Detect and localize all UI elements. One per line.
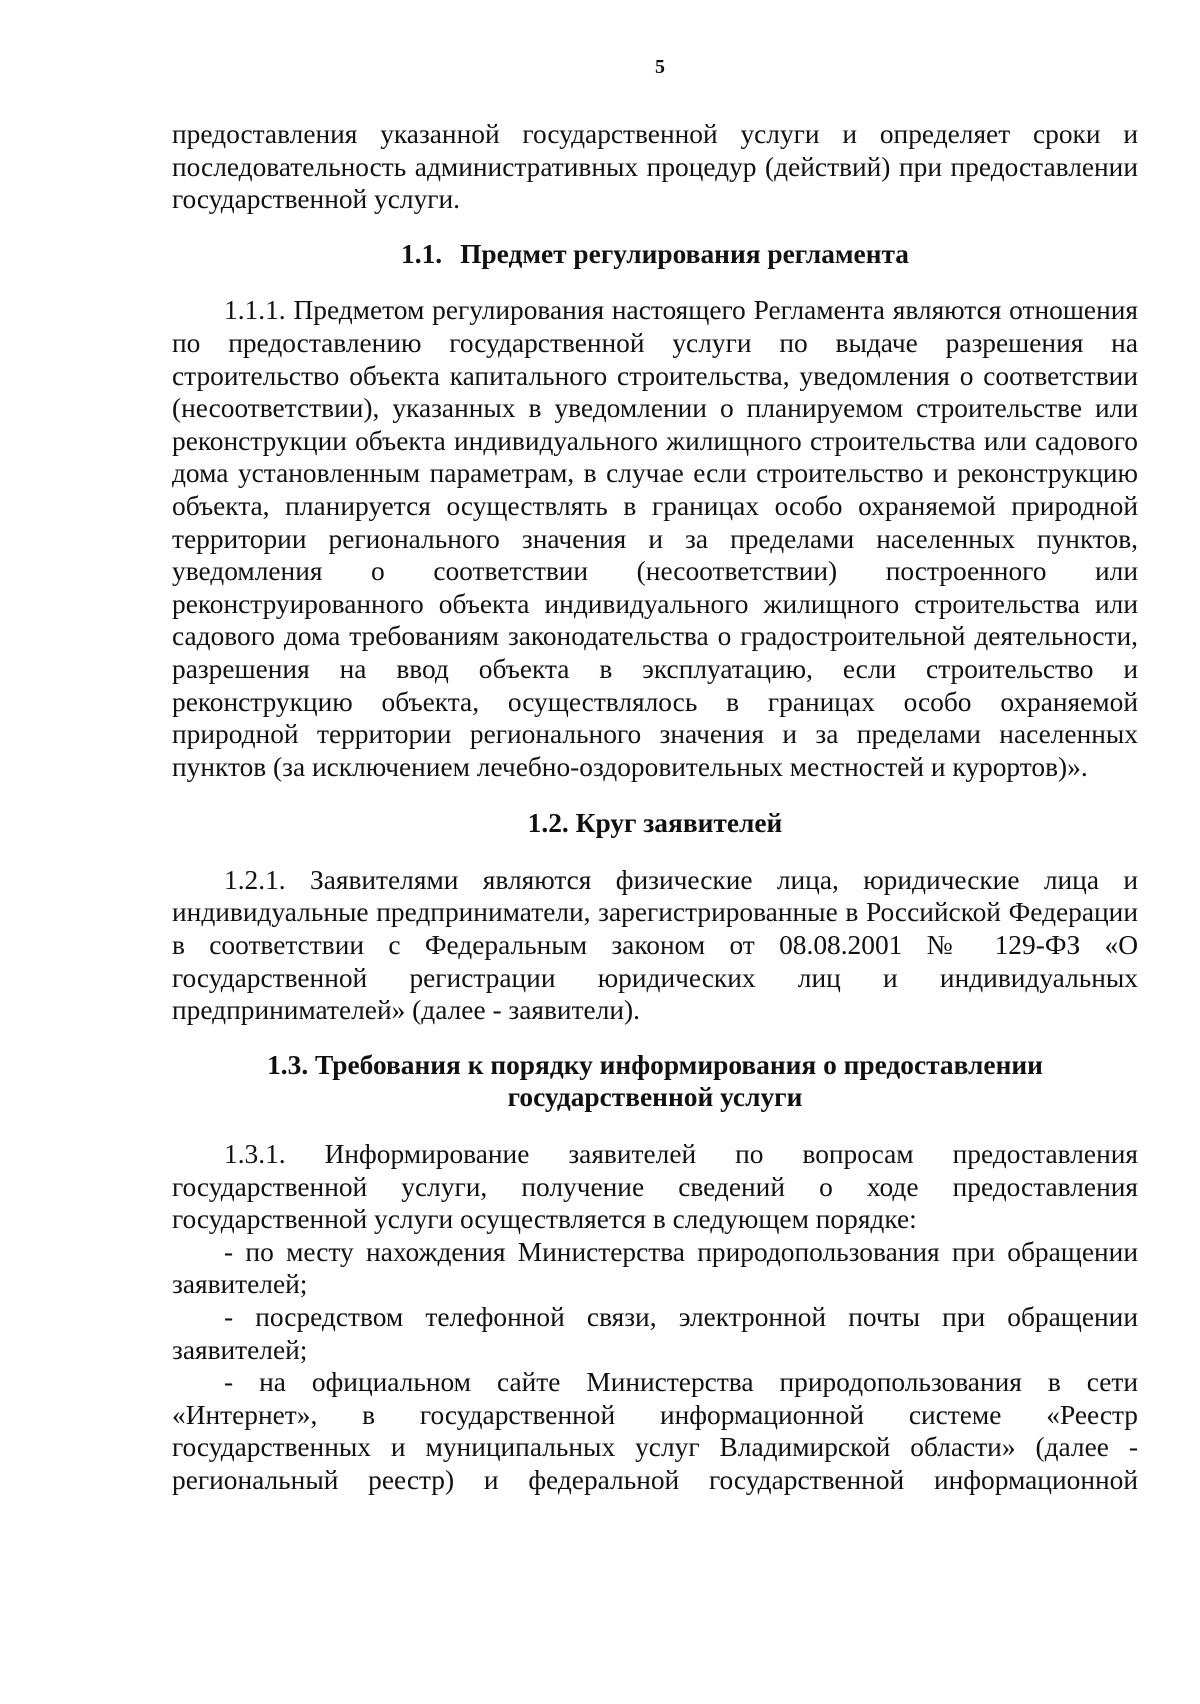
- list-item: - посредством телефонной связи, электронной почты при обращении заявителей;: [172, 1302, 1138, 1365]
- page-number: 5: [655, 56, 665, 78]
- intro-paragraph: предоставления указанной государственной услуги и определяет сроки и последовательность административных процедур (действий) при предоставлении государственной услуги.: [172, 119, 1138, 215]
- section-title: Предмет регулирования регламента: [460, 238, 909, 269]
- section-heading-1-1: [172, 238, 1138, 271]
- info-methods-list: [172, 1236, 1138, 1497]
- paragraph-1-3-1: 1.3.1. Информирование заявителей по вопросам предоставления государственной услуги, получение сведений о ходе предоставления государственной услуги осуществляется в следующем порядке:: [172, 1139, 1138, 1235]
- section-title-line-2: государственной услуги: [507, 1082, 803, 1113]
- section-heading-1-3: [172, 1049, 1138, 1114]
- paragraph-1-2-1: 1.2.1. Заявителями являются физические лица, юридические лица и индивидуальные предприниматели, зарегистрированные в Российской Федерации в соответствии с Федеральным законом от 08.08.2001 № 129-ФЗ «О государственной регистрации юридических лиц и индивидуальных предпринимателей» (далее - заявители).: [172, 864, 1138, 1026]
- section-title-line-1: 1.3. Требования к порядку информирования о предоставлении: [267, 1049, 1043, 1080]
- paragraph-1-1-1: 1.1.1. Предметом регулирования настоящего Регламента являются отношения по предоставлению государственной услуги по выдаче разрешения на строительство объекта капитального строительства, уведомления о соответствии (несоответствии), указанных в уведомлении о планируемом строительстве или реконструкции объекта индивидуального жилищного строительства или садового дома установленным параметрам, в случае если строительство и реконструкцию объекта, планируется осуществлять в границах особо охраняемой природной территории регионального значения и за пределами населенных пунктов, уведомления о соответствии (несоответствии) построенного или реконструированного объекта индивидуального жилищного строительства или садового дома требованиям законодательства о градостроительной деятельности, разрешения на ввод объекта в эксплуатацию, если строительство и реконструкцию объекта, осуществлялось в границах особо охраняемой природной территории регионального значения и за пределами населенных пунктов (за исключением лечебно-оздоровительных местностей и курортов)».: [172, 295, 1138, 782]
- list-item: - по месту нахождения Министерства природопользования при обращении заявителей;: [172, 1236, 1138, 1300]
- list-item: - на официальном сайте Министерства природопользования в сети «Интернет», в государственной информационной системе «Реестр государственных и муниципальных услуг Владимирской области» (далее - региональный реестр) и федеральной государственной информационной: [172, 1367, 1138, 1495]
- section-heading-1-2: 1.2. Круг заявителей: [527, 808, 783, 839]
- section-number: 1.1.: [401, 238, 443, 269]
- document-body: [172, 118, 1138, 1497]
